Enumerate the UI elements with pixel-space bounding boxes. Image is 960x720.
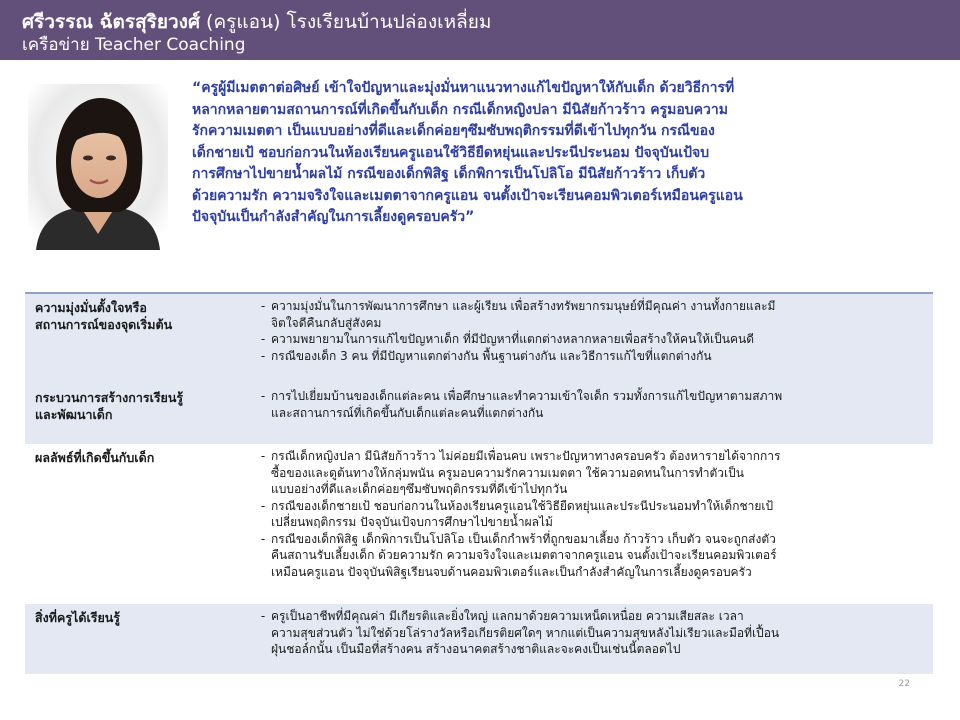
row-label: ผลลัพธ์ที่เกิดขึ้นกับเด็ก (35, 450, 155, 465)
list-item: - ความมุ่งมั่นในการพัฒนาการศึกษา และผู้เรียน เพื่อสร้างทรัพยากรมนุษย์ที่มีคุณค่า งานทั้งกายและมี จิตใจดีคืนกลับสู่สังคม (255, 298, 923, 331)
list-item-text: กรณีของเด็กชายเป้ ชอบก่อกวนในห้องเรียนครูแอนใช้วิธียืดหยุ่นและประนีประนอมทำให้เด็กชายเป้ เปลี่ยนพฤติกรรม ปัจจุบันเป้จบการศึกษาไปขายน้ำผลไม้ (271, 498, 774, 529)
table-row (25, 444, 933, 604)
list-item: - ครูเป็นอาชีพที่มีคุณค่า มีเกียรติและยิ่งใหญ่ แลกมาด้วยความเหน็ดเหนื่อย ความเสียสละ เวลา ความสุขส่วนตัว ไม่ใช่ด้วยโล่รางวัลหรือเกียรติยศใดๆ หากแต่เป็นความสุขหลังไม่เรียวและมือที่เปื้อน ฝุ่นชอล์กนั้น เป็นมือที่สร้างคน สร้างอนาคตสร้างชาติและจะคงเป็นเช่นนี้ตลอดไป (255, 608, 923, 658)
list-item-text: กรณีของเด็ก 3 คน ที่มีปัญหาแตกต่างกัน พื้นฐานต่างกัน และวิธีการแก้ไขที่แตกต่างกัน (271, 348, 712, 363)
teacher-school: (ครูแอน) โรงเรียนบ้านปล่องเหลี่ยม (200, 11, 492, 33)
row-label: กระบวนการสร้างการเรียนรู้ และพัฒนาเด็ก (35, 390, 184, 422)
row-label: สิ่งที่ครูได้เรียนรู้ (35, 610, 121, 625)
teacher-name: ศรีวรรณ ฉัตรสุริยวงศ์ (22, 11, 201, 33)
header-title (22, 10, 960, 34)
portrait-image (28, 84, 168, 250)
network-name: เครือข่าย Teacher Coaching (22, 35, 246, 55)
row-content (245, 294, 933, 384)
list-item: - กรณีของเด็ก 3 คน ที่มีปัญหาแตกต่างกัน พื้นฐานต่างกัน และวิธีการแก้ไขที่แตกต่างกัน (255, 348, 923, 365)
row-content (245, 604, 933, 674)
teacher-photo (28, 84, 168, 250)
table-row (25, 294, 933, 384)
list-item: - กรณีเด็กหญิงปลา มีนิสัยก้าวร้าว ไม่ค่อยมีเพื่อนคบ เพราะปัญหาทางครอบครัว ต้องหารายได้จากการ ซื้อของและดูต้นทางให้กลุ่มพนัน ครูมอบความรักความเมตตา ใช้ความอดทนในการทำตัวเป็น แบบอย่างที่ดีและเด็กค่อยๆซึมซับพฤติกรรมที่ดีเข้าไปทุกวัน (255, 448, 923, 498)
list-item-text: การไปเยี่ยมบ้านของเด็กแต่ละคน เพื่อศึกษาและทำความเข้าใจเด็ก รวมทั้งการแก้ไขปัญหาตามสภาพ และสถานการณ์ที่เกิดขึ้นกับเด็กแต่ละคนที่แตกต่างกัน (271, 389, 783, 420)
summary-table (25, 292, 933, 674)
table-row (25, 384, 933, 444)
table-row (25, 604, 933, 674)
list-item-text: กรณีเด็กหญิงปลา มีนิสัยก้าวร้าว ไม่ค่อยมีเพื่อนคบ เพราะปัญหาทางครอบครัว ต้องหารายได้จากการ ซื้อของและดูต้นทางให้กลุ่มพนัน ครูมอบความรักความเมตตา ใช้ความอดทนในการทำตัวเป็น แบบอย่างที่ดีและเด็กค่อยๆซึมซับพฤติกรรมที่ดีเข้าไปทุกวัน (271, 449, 781, 496)
page-number: 22 (898, 679, 910, 689)
row-label: ความมุ่งมั่นตั้งใจหรือ สถานการณ์ของจุดเริ่มต้น (35, 300, 173, 332)
list-item-text: กรณีของเด็กพิสิฐ เด็กพิการเป็นโปลิโอ เป็นเด็กกำพร้าที่ถูกขอมาเลี้ยง ก้าวร้าว เก็บตัว จนจะถูกส่งตัว คืนสถานรับเลี้ยงเด็ก ด้วยความรัก ความจริงใจและเมตตาจากครูแอน จนตั้งเป้าจะเรียนคอมพิวเตอร์ เหมือนครูแอน ปัจจุบันพิสิฐเรียนจบด้านคอมพิวเตอร์และเป็นกำลังสำคัญในการเลี้ยงดูครอบครัว (271, 531, 777, 579)
row-content (245, 384, 933, 444)
list-item-text: ความพยายามในการแก้ไขปัญหาเด็ก ที่มีปัญหาที่แตกต่างหลากหลายเพื่อสร้างให้คนให้เป็นคนดี (271, 332, 754, 346)
quote-text: “ครูผู้มีเมตตาต่อศิษย์ เข้าใจปัญหาและมุ่งมั่นหาแนวทางแก้ไขปัญหาให้กับเด็ก ด้วยวิธีการที่ หลากหลายตามสถานการณ์ที่เกิดขึ้นกับเด็ก กรณีเด็กหญิงปลา มีนิสัยก้าวร้าว ครูมอบความ รักความเมตตา เป็นแบบอย่างที่ดีและเด็กค่อยๆซึมซับพฤติกรรมที่ดีเข้าไปทุกวัน กรณีของ เด็กชายเป้ ชอบก่อกวนในห้องเรียนครูแอนใช้วิธียืดหยุ่นและประนีประนอม ปัจจุบันเป้จบ การศึกษาไปขายน้ำผลไม้ กรณีของเด็กพิสิฐ เด็กพิการเป็นโปลิโอ มีนิสัยก้าวร้าว เก็บตัว ด้วยความรัก ความจริงใจและเมตตาจากครูแอน จนตั้งเป้าจะเรียนคอมพิวเตอร์เหมือนครูแอน ปัจจุบันเป็นกำลังสำคัญในการเลี้ยงดูครอบครัว” (192, 80, 743, 225)
list-item-text: ครูเป็นอาชีพที่มีคุณค่า มีเกียรติและยิ่งใหญ่ แลกมาด้วยความเหน็ดเหนื่อย ความเสียสละ เวลา ความสุขส่วนตัว ไม่ใช่ด้วยโล่รางวัลหรือเกียรติยศใดๆ หากแต่เป็นความสุขหลังไม่เรียวและมือที่เปื้อน ฝุ่นชอล์กนั้น เป็นมือที่สร้างคน สร้างอนาคตสร้างชาติและจะคงเป็นเช่นนี้ตลอดไป (271, 609, 780, 656)
list-item-text: ความมุ่งมั่นในการพัฒนาการศึกษา และผู้เรียน เพื่อสร้างทรัพยากรมนุษย์ที่มีคุณค่า งานทั้งกายและมี จิตใจดีคืนกลับสู่สังคม (271, 299, 776, 330)
list-item: - กรณีของเด็กชายเป้ ชอบก่อกวนในห้องเรียนครูแอนใช้วิธียืดหยุ่นและประนีประนอมทำให้เด็กชายเป้ เปลี่ยนพฤติกรรม ปัจจุบันเป้จบการศึกษาไปขายน้ำผลไม้ (255, 498, 923, 531)
row-content (245, 444, 933, 604)
slide-header (0, 0, 960, 60)
list-item: - กรณีของเด็กพิสิฐ เด็กพิการเป็นโปลิโอ เป็นเด็กกำพร้าที่ถูกขอมาเลี้ยง ก้าวร้าว เก็บตัว จนจะถูกส่งตัว คืนสถานรับเลี้ยงเด็ก ด้วยความรัก ความจริงใจและเมตตาจากครูแอน จนตั้งเป้าจะเรียนคอมพิวเตอร์ เหมือนครูแอน ปัจจุบันพิสิฐเรียนจบด้านคอมพิวเตอร์และเป็นกำลังสำคัญในการเลี้ยงดูครอบครัว (255, 531, 923, 581)
list-item: - การไปเยี่ยมบ้านของเด็กแต่ละคน เพื่อศึกษาและทำความเข้าใจเด็ก รวมทั้งการแก้ไขปัญหาตามสภาพ และสถานการณ์ที่เกิดขึ้นกับเด็กแต่ละคนที่แตกต่างกัน (255, 388, 923, 421)
list-item: - ความพยายามในการแก้ไขปัญหาเด็ก ที่มีปัญหาที่แตกต่างหลากหลายเพื่อสร้างให้คนให้เป็นคนดี (255, 331, 923, 348)
